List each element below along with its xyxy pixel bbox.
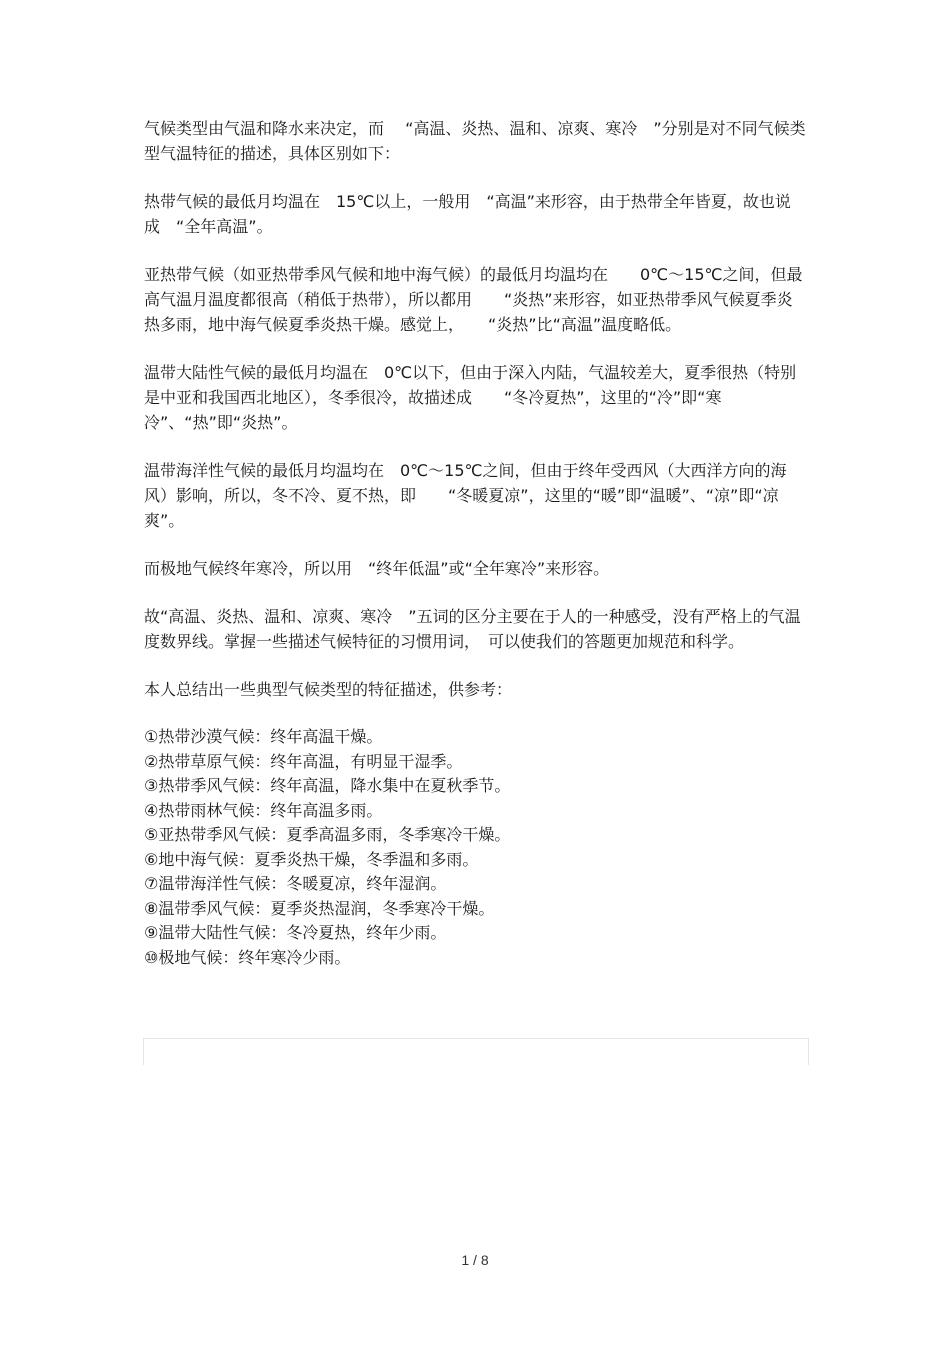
paragraph-list-intro: 本人总结出一些典型气候类型的特征描述，供参考： — [144, 680, 513, 699]
list-item: ③热带季风气候：终年高温，降水集中在夏秋季节。 — [144, 776, 511, 795]
climate-feature-list — [144, 725, 808, 970]
list-item: ⑧温带季风气候：夏季炎热湿润，冬季寒冷干燥。 — [144, 898, 495, 918]
list-item: ⑥地中海气候：夏季炎热干燥，冬季温和多雨。 — [144, 849, 479, 869]
list-item: ⑤亚热带季风气候：夏季高温多雨，冬季寒冷干燥。 — [144, 825, 511, 844]
list-item: ⑨温带大陆性气候：冬冷夏热，终年少雨。 — [144, 923, 447, 942]
paragraph-continental: 温带大陆性气候的最低月均温在 0℃以下，但由于深入内陆，气温较差大，夏季很热（特别是中亚和我国西北地区），冬季很冷，故描述成 “冬冷夏热”，这里的“冷”即“寒冷”、“热”即“炎热”。 — [144, 363, 797, 432]
document-body — [144, 116, 808, 970]
paragraph-intro: 气候类型由气温和降水来决定，而 “高温、炎热、温和、凉爽、寒冷 ”分别是对不同气候类型气温特征的描述，具体区别如下： — [144, 119, 806, 163]
paragraph-subtropical: 亚热带气候（如亚热带季风气候和地中海气候）的最低月均温均在 0℃～15℃之间，但最高气温月温度都很高（稍低于热带），所以都用 “炎热”来形容，如亚热带季风气候夏季炎热多雨，地中海气候夏季炎热干燥。感觉上， “炎热”比“高温”温度略低。 — [144, 265, 803, 334]
paragraph-polar: 而极地气候终年寒冷，所以用 “终年低温”或“全年寒冷”来形容。 — [144, 559, 610, 578]
paragraph-summary: 故“高温、炎热、温和、凉爽、寒冷 ”五词的区分主要在于人的一种感受，没有严格上的气温度数界线。掌握一些描述气候特征的习惯用词， 可以使我们的答题更加规范和科学。 — [144, 607, 801, 651]
empty-frame — [143, 1038, 809, 1065]
list-item: ②热带草原气候：终年高温，有明显干湿季。 — [144, 751, 463, 771]
list-item: ①热带沙漠气候：终年高温干燥。 — [144, 727, 383, 746]
list-item: ⑩极地气候：终年寒冷少雨。 — [144, 947, 351, 967]
page-number: 1 / 8 — [461, 1252, 489, 1268]
paragraph-oceanic: 温带海洋性气候的最低月均温均在 0℃～15℃之间，但由于终年受西风（大西洋方向的海风）影响，所以，冬不冷、夏不热，即 “冬暖夏凉”，这里的“暖”即“温暖”、“凉”即“凉爽”。 — [144, 461, 787, 530]
list-item: ⑦温带海洋性气候：冬暖夏凉，终年湿润。 — [144, 874, 447, 893]
list-item: ④热带雨林气候：终年高温多雨。 — [144, 800, 383, 820]
paragraph-tropical: 热带气候的最低月均温在 15℃以上，一般用 “高温”来形容，由于热带全年皆夏，故也说成 “全年高温”。 — [144, 192, 791, 236]
